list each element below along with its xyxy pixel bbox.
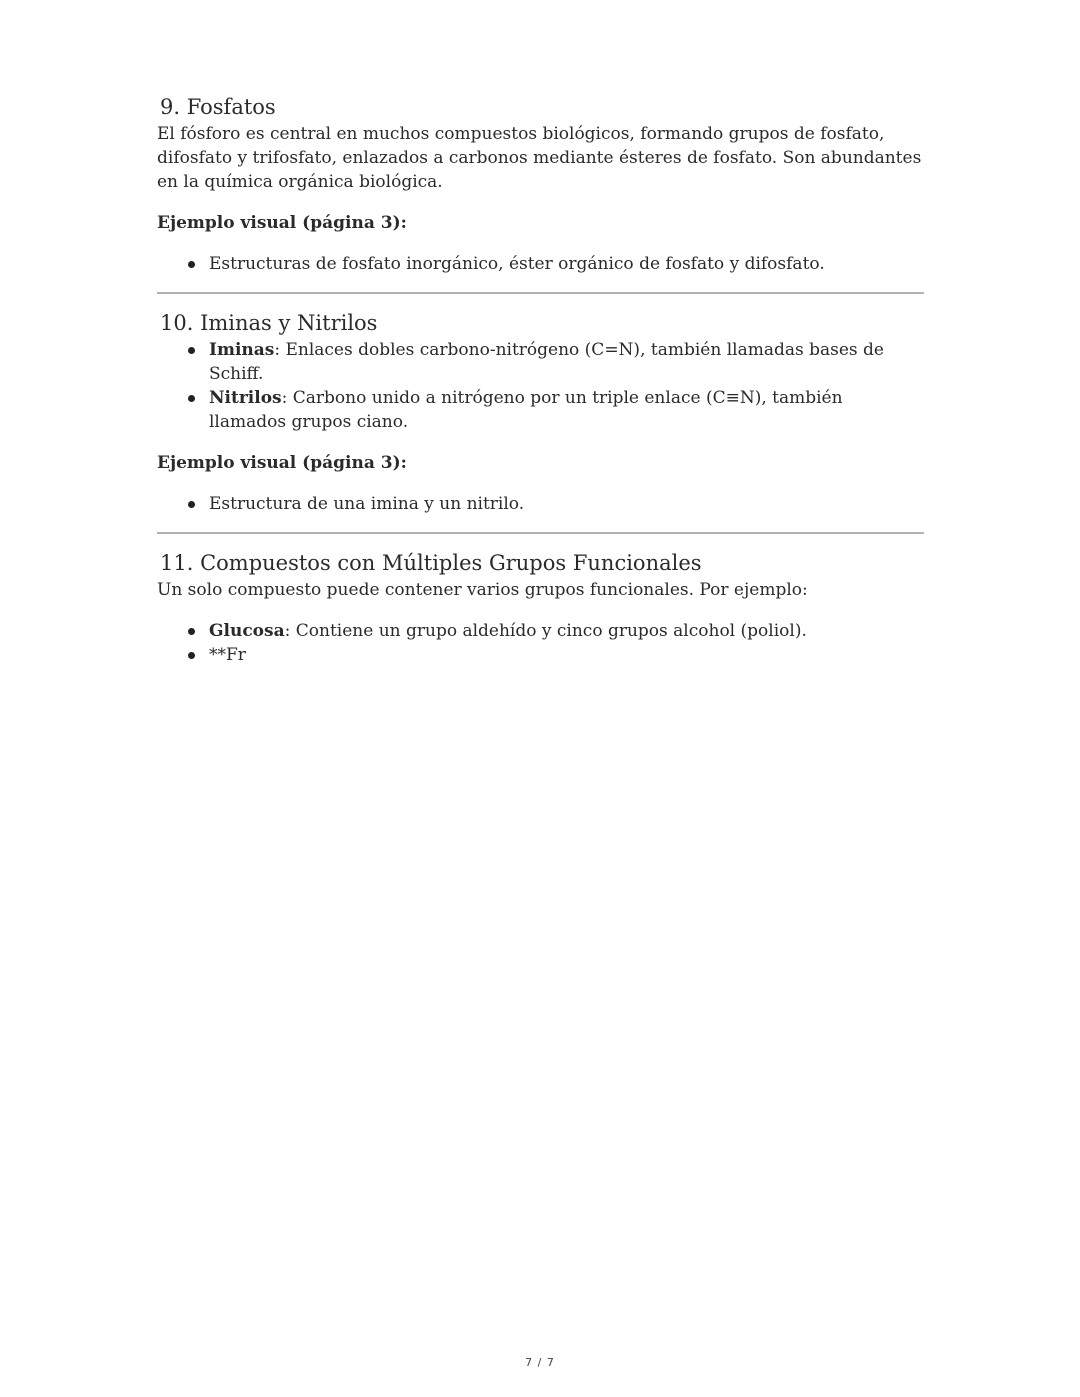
list-item <box>209 643 924 667</box>
term: Iminas <box>209 340 275 360</box>
list-item: Estructura de una imina y un nitrilo. <box>209 492 924 516</box>
list-item <box>209 386 924 434</box>
section-fosfatos <box>157 92 924 276</box>
section-paragraph: El fósforo es central en muchos compuestos biológicos, formando grupos de fosfato, difosfato y trifosfato, enlazados a carbonos mediante ésteres de fosfato. Son abundantes en la química orgánica biológica. <box>157 124 922 192</box>
definition: : Enlaces dobles carbono-nitrógeno (C=N), también llamadas bases de Schiff. <box>209 340 884 384</box>
example-list <box>157 492 924 516</box>
divider <box>157 292 924 294</box>
term: Glucosa <box>209 621 285 641</box>
section-title: 10. Iminas y Nitrilos <box>160 311 378 335</box>
example-list <box>157 252 924 276</box>
section-title: 11. Compuestos con Múltiples Grupos Funcionales <box>160 551 702 575</box>
example-label: Ejemplo visual (página 3): <box>157 213 407 233</box>
definition: : Contiene un grupo aldehído y cinco grupos alcohol (poliol). <box>284 621 807 641</box>
section-title: 9. Fosfatos <box>160 95 276 119</box>
definition: **Fr <box>209 645 246 665</box>
example-label: Ejemplo visual (página 3): <box>157 453 407 473</box>
list-item <box>209 338 924 386</box>
document-page <box>157 92 924 667</box>
list-item <box>209 619 924 643</box>
example-list <box>157 619 924 667</box>
divider <box>157 532 924 534</box>
term: Nitrilos <box>209 388 282 408</box>
section-multiples-grupos <box>157 548 924 667</box>
section-paragraph: Un solo compuesto puede contener varios grupos funcionales. Por ejemplo: <box>157 580 808 600</box>
section-iminas-nitrilos <box>157 308 924 516</box>
list-item: Estructuras de fosfato inorgánico, éster orgánico de fosfato y difosfato. <box>209 252 924 276</box>
definition: : Carbono unido a nitrógeno por un triple enlace (C≡N), también llamados grupos ciano. <box>209 388 843 432</box>
definition-list <box>157 338 924 434</box>
page-number: 7 / 7 <box>525 1356 555 1369</box>
